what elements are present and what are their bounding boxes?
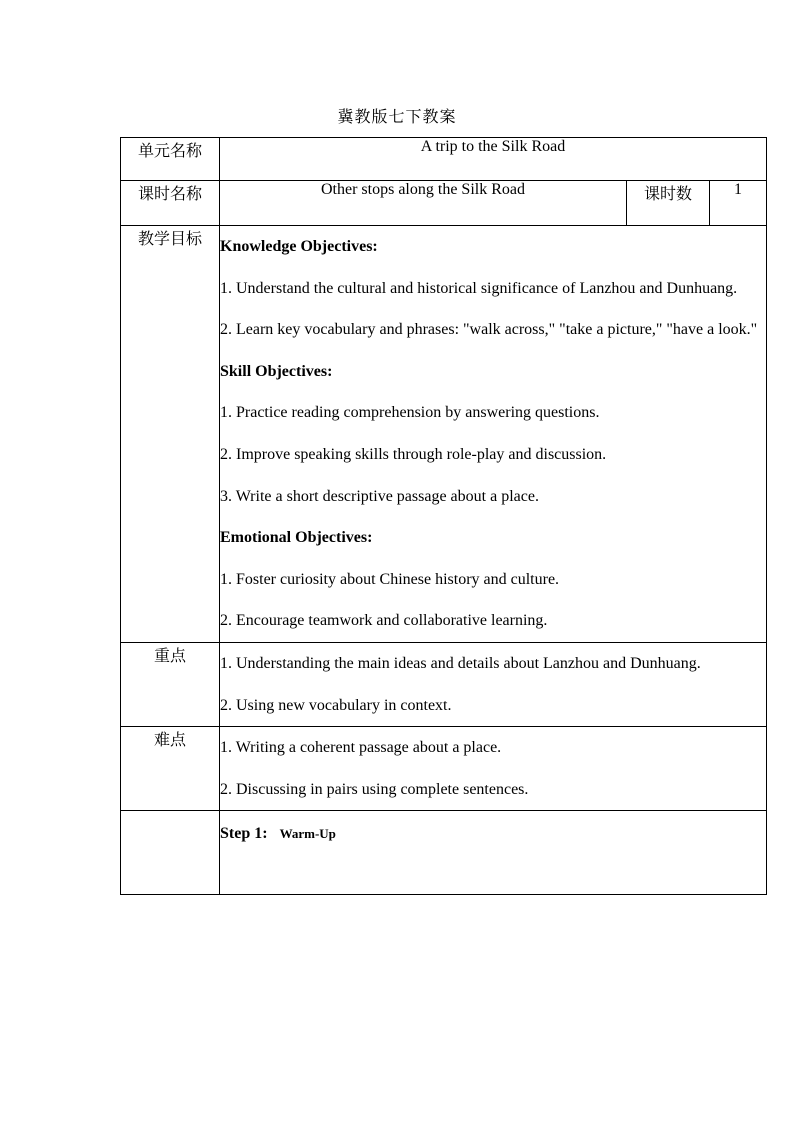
objectives-content xyxy=(220,226,767,643)
step-label: Step 1: xyxy=(220,825,268,843)
skill-heading: Skill Objectives: xyxy=(220,362,333,380)
key-point-item-2: 2. Using new vocabulary in context. xyxy=(220,696,452,714)
key-point-item-1: 1. Understanding the main ideas and details about Lanzhou and Dunhuang. xyxy=(220,654,701,672)
lesson-hours-value: 1 xyxy=(710,181,767,226)
knowledge-heading: Knowledge Objectives: xyxy=(220,238,378,255)
procedure-row xyxy=(121,811,767,895)
unit-value: A trip to the Silk Road xyxy=(220,138,767,181)
emotional-item-2: 2. Encourage teamwork and collaborative learning. xyxy=(220,612,548,630)
difficult-points-content xyxy=(220,727,767,811)
procedure-content xyxy=(220,811,767,895)
page-title: 冀教版七下教案 xyxy=(337,107,457,126)
objectives-row xyxy=(121,226,767,643)
emotional-item-1: 1. Foster curiosity about Chinese history and culture. xyxy=(220,570,560,588)
lesson-value: Other stops along the Silk Road xyxy=(220,181,627,226)
difficult-point-item-1: 1. Writing a coherent passage about a place. xyxy=(220,739,502,757)
lesson-plan-table xyxy=(120,137,767,895)
knowledge-item-1: 1. Understand the cultural and historical significance of Lanzhou and Dunhuang. xyxy=(220,279,738,297)
difficult-points-label: 难点 xyxy=(121,727,220,811)
unit-label: 单元名称 xyxy=(121,138,220,181)
key-points-label: 重点 xyxy=(121,642,220,726)
key-points-content xyxy=(220,642,767,726)
skill-item-3: 3. Write a short descriptive passage about a place. xyxy=(220,487,539,505)
objectives-label: 教学目标 xyxy=(121,226,220,643)
procedure-label-cell xyxy=(121,811,220,895)
difficult-points-row xyxy=(121,727,767,811)
key-points-row xyxy=(121,642,767,726)
skill-item-2: 2. Improve speaking skills through role-play and discussion. xyxy=(220,445,607,463)
emotional-heading: Emotional Objectives: xyxy=(220,529,373,547)
difficult-point-item-2: 2. Discussing in pairs using complete sentences. xyxy=(220,780,529,798)
unit-row xyxy=(121,138,767,181)
lesson-hours-label: 课时数 xyxy=(627,181,710,226)
step-name: Warm-Up xyxy=(279,826,336,842)
lesson-row xyxy=(121,181,767,226)
lesson-label: 课时名称 xyxy=(121,181,220,226)
knowledge-item-2: 2. Learn key vocabulary and phrases: "walk across," "take a picture," "have a look." xyxy=(220,321,758,339)
skill-item-1: 1. Practice reading comprehension by answering questions. xyxy=(220,404,600,422)
